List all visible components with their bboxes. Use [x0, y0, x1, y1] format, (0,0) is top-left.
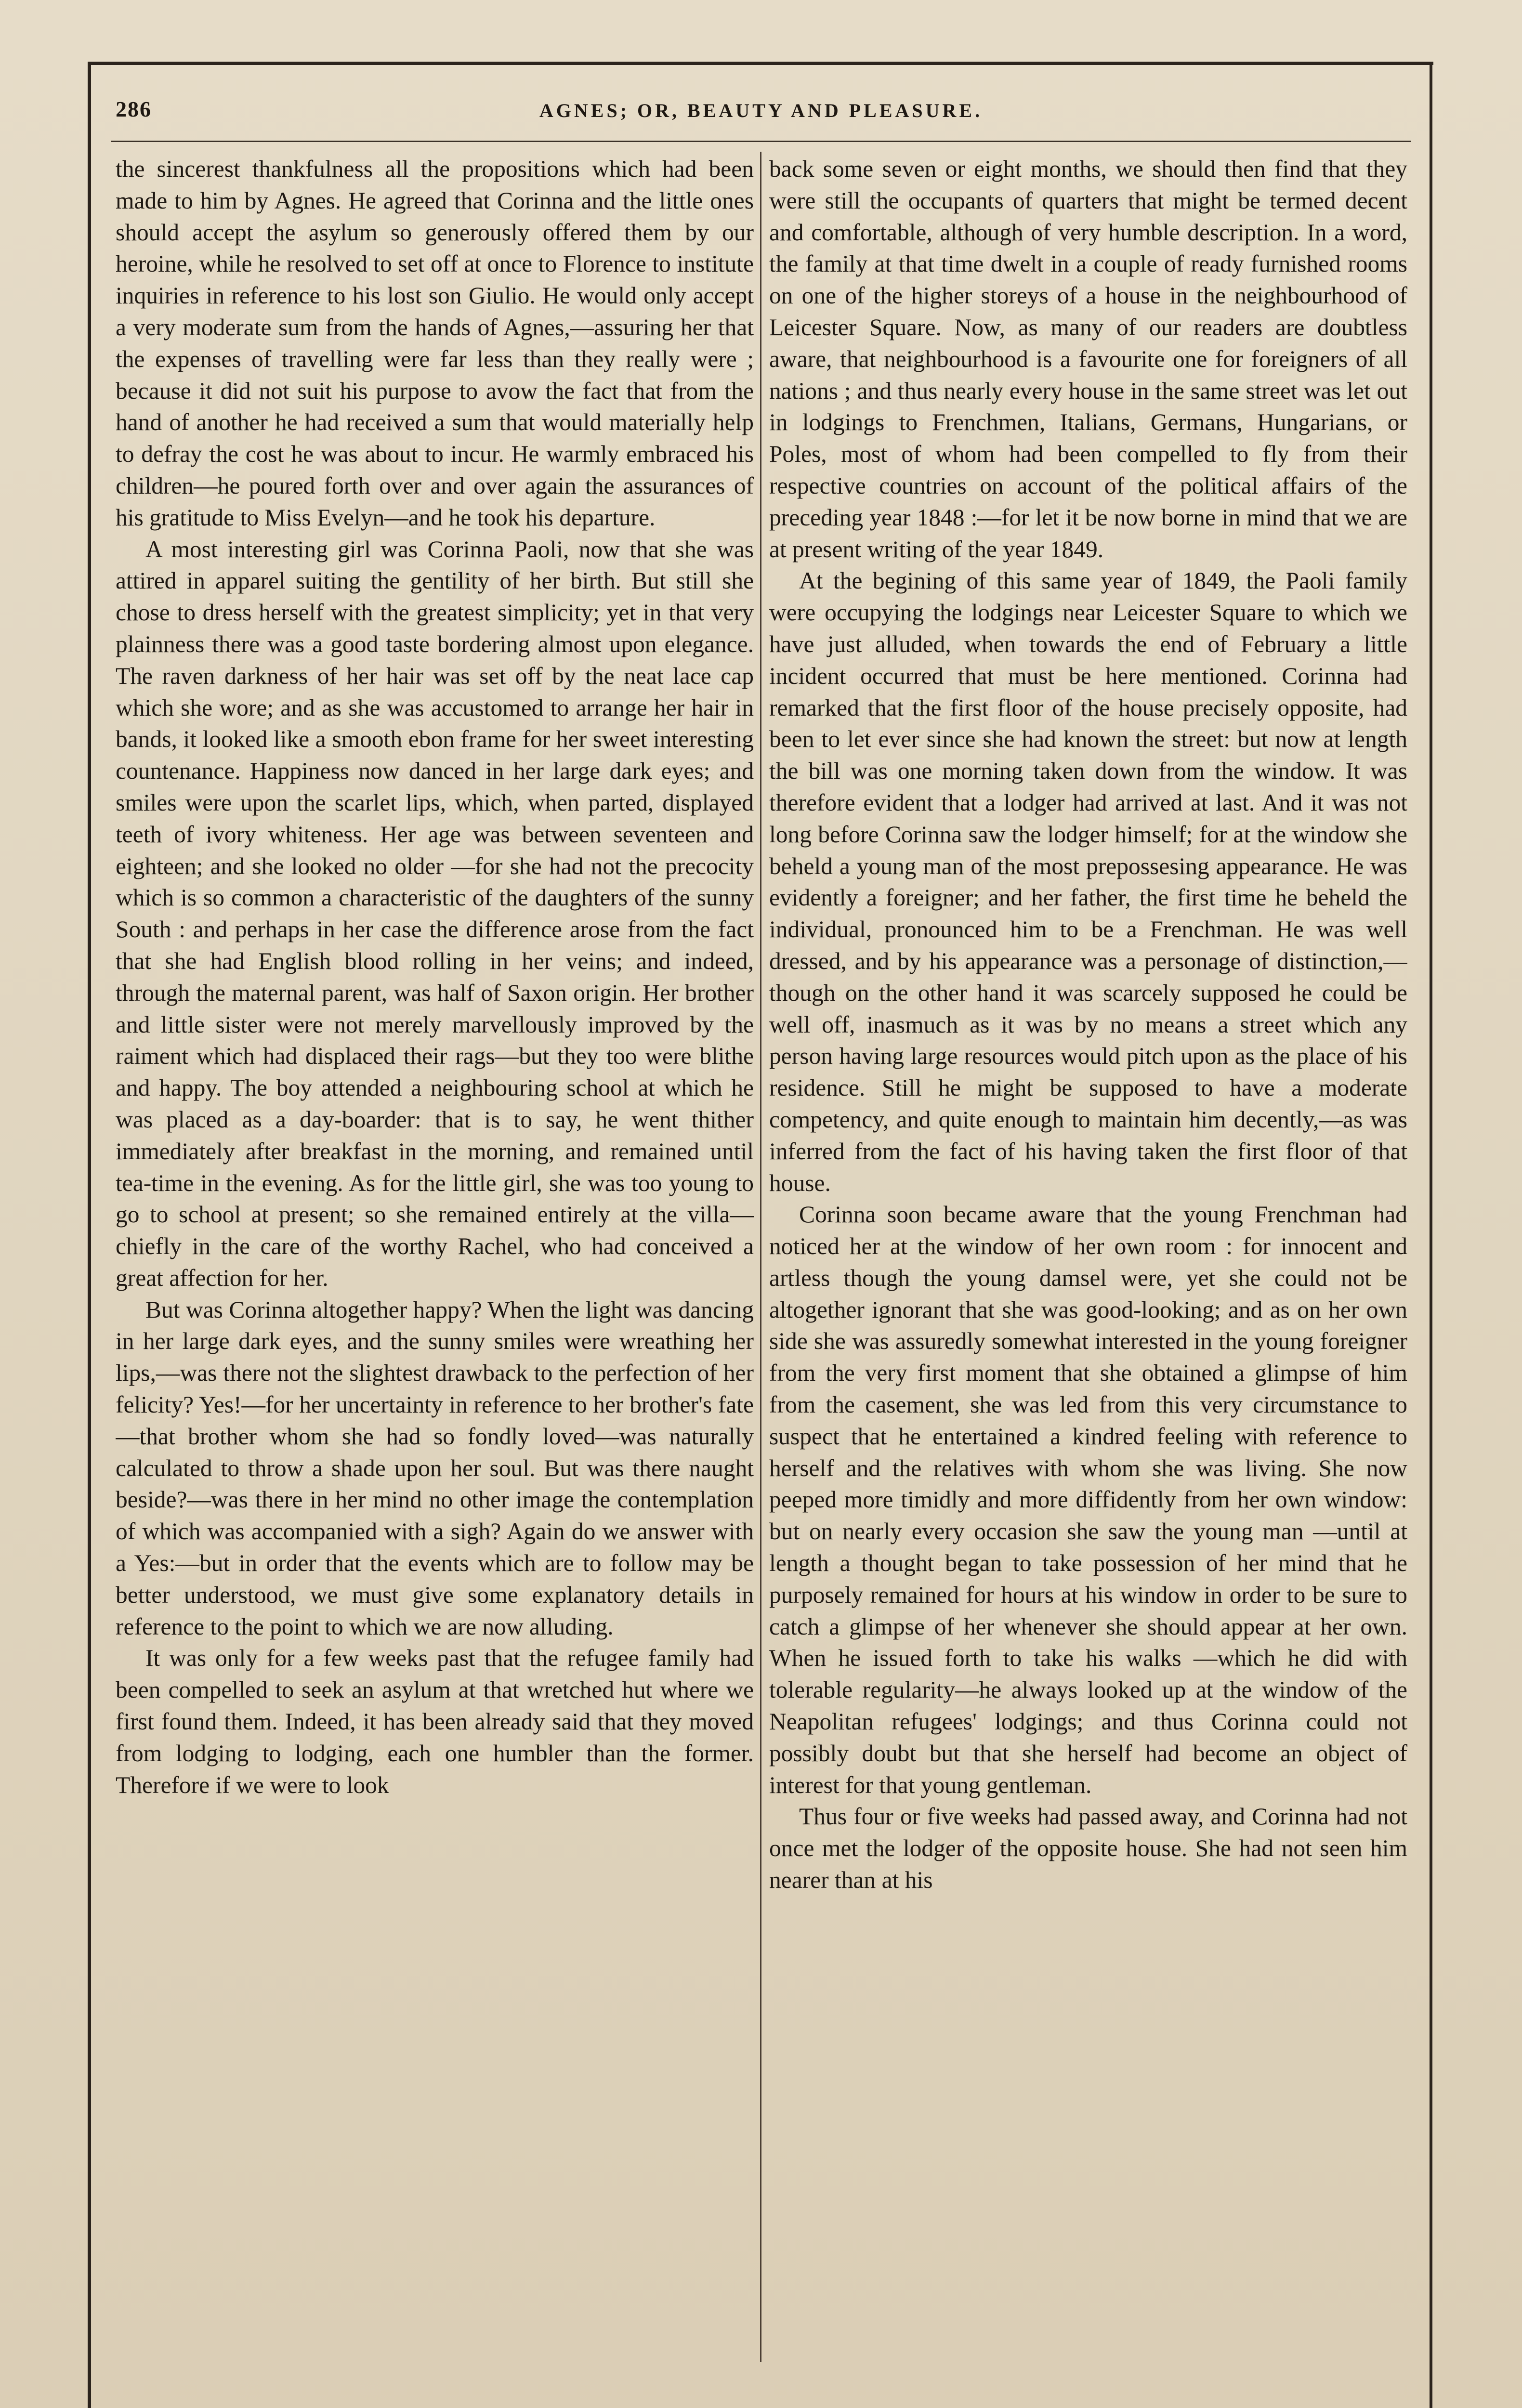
header-rule [111, 141, 1411, 142]
paragraph: back some seven or eight months, we should then find that they were still the occupants of quarters that might be termed decent and comfortable, although of very humble description. In a word, the family at that time dwelt in a couple of ready furnished rooms on one of the higher storeys of a house in the neighbourhood of Leicester Square. Now, as many of our readers are doubtless aware, that neighbourhood is a favourite one for foreigners of all nations ; and thus nearly every house in the same street was let out in lodgings to Frenchmen, Italians, Germans, Hungarians, or Poles, most of whom had been compelled to fly from their respective countries on account of the political affairs of the preceding year 1848 :—for let it be now borne in mind that we are at present writing of the year 1849. [769, 156, 1407, 563]
left-column [116, 153, 754, 2354]
paragraph: At the begining of this same year of 1849, the Paoli family were occupying the lodgings near Leicester Square to which we have just alluded, when towards the end of February a little incident occurred that must be here mentioned. Corinna had remarked that the first floor of the house precisely opposite, had been to let ever since she had known the street: but now at length the bill was one morning taken down from the window. It was therefore evident that a lodger had arrived at last. And it was not long before Corinna saw the lodger himself; for at the window she beheld a young man of the most prepossesing appearance. He was evidently a foreigner; and her father, the first time he beheld the individual, pronounced him to be a Frenchman. He was well dressed, and by his appearance was a personage of distinction,—though on the other hand it was scarcely supposed he could be well off, inasmuch as it was by no means a street which any person having large resources would pitch upon as the place of his residence. Still he might be supposed to have a moderate competency, and quite enough to maintain him decently,—as was inferred from the fact of his having taken the first floor of that house. [769, 567, 1407, 1196]
border-rule-top [90, 62, 1433, 65]
paragraph: But was Corinna altogether happy? When the light was dancing in her large dark eyes, and the sunny smiles were wreathing her lips,—was there not the slightest drawback to the perfection of her felicity? Yes!—for her uncertainty in reference to her brother's fate—that brother whom she had so fondly loved—was naturally calculated to throw a shade upon her soul. But was there naught beside?—was there in her mind no other image the contemplation of which was accompanied with a sigh? Again do we answer with a Yes:—but in order that the events which are to follow may be better understood, we must give some explanatory details in reference to the point to which we are now alluding. [116, 1296, 754, 1640]
border-rule-right [1430, 62, 1432, 2408]
right-column [769, 153, 1407, 2354]
paragraph: Corinna soon became aware that the young Frenchman had noticed her at the window of her own room : for innocent and artless though the young damsel were, yet she could not be altogether ignorant that she was good-looking; and as on her own side she was assuredly somewhat interested in the young foreigner from the very first moment that she obtained a glimpse of him from the casement, she was led from this very circumstance to suspect that he entertained a kindred feeling with reference to herself and the relatives with whom she was living. She now peeped more timidly and more diffidently from her own window: but on nearly every occasion she saw the young man —until at length a thought began to take possession of her mind that he purposely remained for hours at his window in order to be sure to catch a glimpse of her whenever she should appear at her own. When he issued forth to take his walks —which he did with tolerable regularity—he always looked up at the window of the Neapolitan refugees' lodgings; and thus Corinna could not possibly doubt but that she herself had become an object of interest for that young gentleman. [769, 1201, 1407, 1798]
border-rule-left [88, 62, 91, 2408]
paragraph: the sincerest thankfulness all the propositions which had been made to him by Agnes. He agreed that Corinna and the little ones should accept the asylum so generously offered them by our heroine, while he resolved to set off at once to Florence to institute inquiries in reference to his lost son Giulio. He would only accept a very moderate sum from the hands of Agnes,—assuring her that the expenses of travelling were far less than they really were ; because it did not suit his purpose to avow the fact that from the hand of another he had received a sum that would materially help to defray the cost he was about to incur. He warmly embraced his children—he poured forth over and over again the assurances of his gratitude to Miss Evelyn—and he took his departure. [116, 156, 754, 531]
paragraph: A most interesting girl was Corinna Paoli, now that she was attired in apparel suiting the gentility of her birth. But still she chose to dress herself with the greatest simplicity; yet in that very plainness there was a good taste bordering almost upon elegance. The raven darkness of her hair was set off by the neat lace cap which she wore; and as she was accustomed to arrange her hair in bands, it looked like a smooth ebon frame for her sweet interesting countenance. Happiness now danced in her large dark eyes; and smiles were upon the scarlet lips, which, when parted, displayed teeth of ivory whiteness. Her age was between seventeen and eighteen; and she looked no older —for she had not the precocity which is so common a characteristic of the daughters of the sunny South : and perhaps in her case the difference arose from the fact that she had English blood rolling in her veins; and indeed, through the maternal parent, was half of Saxon origin. Her brother and little sister were not merely marvellously improved by the raiment which had displaced their rags—but they too were blithe and happy. The boy attended a neighbouring school at which he was placed as a day-boarder: that is to say, he went thither immediately after breakfast in the morning, and remained until tea-time in the evening. As for the little girl, she was too young to go to school at present; so she remained entirely at the villa—chiefly in the care of the worthy Rachel, who had conceived a great affection for her. [116, 536, 754, 1291]
column-divider [760, 152, 761, 2362]
running-title: AGNES; OR, BEAUTY AND PLEASURE. [539, 100, 983, 121]
paragraph: Thus four or five weeks had passed away, and Corinna had not once met the lodger of the opposite house. She had not seen him nearer than at his [769, 1803, 1407, 1894]
paragraph: It was only for a few weeks past that the refugee family had been compelled to seek an asylum at that wretched hut where we first found them. Indeed, it has been already said that they moved from lodging to lodging, each one humbler than the former. Therefore if we were to look [116, 1645, 754, 1798]
page-number: 286 [116, 97, 152, 121]
